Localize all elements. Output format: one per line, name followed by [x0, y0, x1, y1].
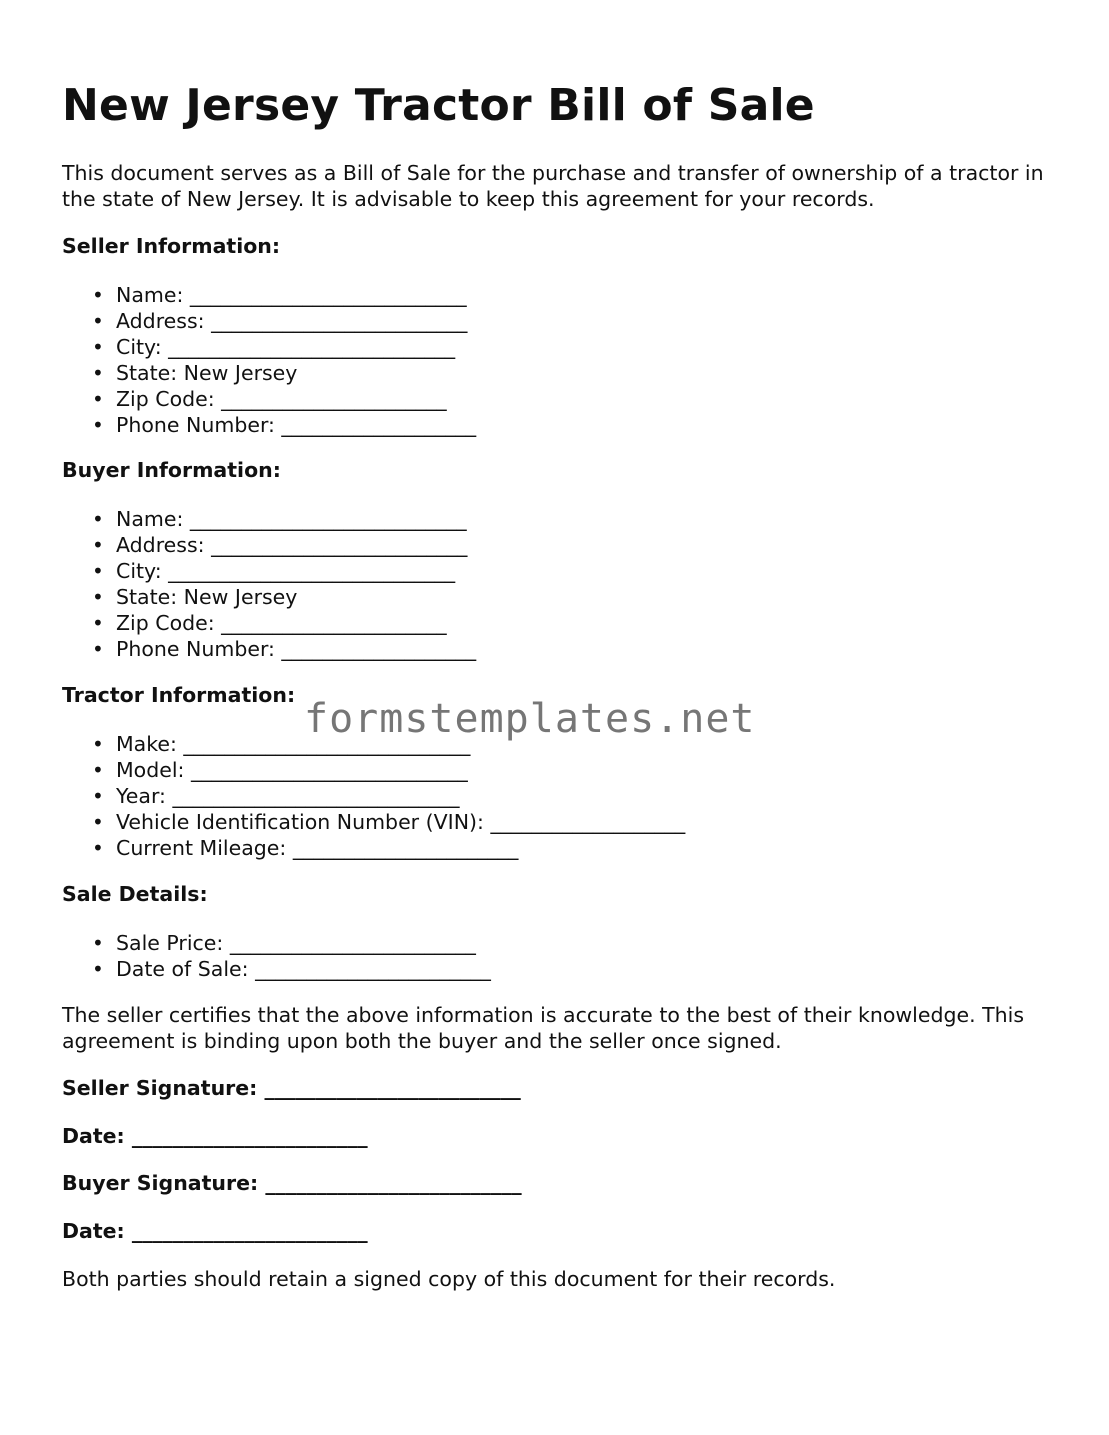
document-title: New Jersey Tractor Bill of Sale — [62, 80, 815, 131]
list-item: • Make: ____________________________ — [92, 732, 471, 756]
bullet-icon: • — [92, 784, 104, 808]
bullet-icon: • — [92, 335, 104, 359]
bullet-icon: • — [92, 559, 104, 583]
list-item: • City: ____________________________ — [92, 335, 456, 359]
bullet-icon: • — [92, 361, 104, 385]
bullet-icon: • — [92, 611, 104, 635]
bullet-icon: • — [92, 413, 104, 437]
watermark: formstemplates.net — [304, 696, 756, 742]
buyer-date-line: Date: _______________________ — [62, 1219, 368, 1243]
bullet-icon: • — [92, 507, 104, 531]
closing-paragraph: Both parties should retain a signed copy of this document for their records. — [62, 1267, 836, 1291]
list-item: • Phone Number: ___________________ — [92, 413, 477, 437]
buyer-signature-line: Buyer Signature: _________________________ — [62, 1171, 522, 1195]
list-item: • Current Mileage: ______________________ — [92, 836, 519, 860]
seller-signature-line: Seller Signature: _________________________ — [62, 1076, 521, 1100]
list-item: • Name: ___________________________ — [92, 283, 467, 307]
bullet-icon: • — [92, 533, 104, 557]
list-item: • Year: ____________________________ — [92, 784, 460, 808]
buyer-heading: Buyer Information: — [62, 458, 281, 482]
list-item: • Phone Number: ___________________ — [92, 637, 477, 661]
seller-heading: Seller Information: — [62, 234, 281, 258]
sale-details-list — [62, 930, 491, 982]
intro-paragraph: This document serves as a Bill of Sale for the purchase and transfer of ownership of a tractor in the state of New Jersey. It is advisable to keep this agreement for your records. — [62, 161, 1044, 211]
list-item: • City: ____________________________ — [92, 559, 456, 583]
tractor-info-list — [62, 731, 685, 861]
bullet-icon: • — [92, 585, 104, 609]
buyer-info-list — [62, 506, 476, 662]
bullet-icon: • — [92, 309, 104, 333]
list-item: • Address: _________________________ — [92, 309, 468, 333]
list-item: • State: New Jersey — [92, 585, 298, 609]
bullet-icon: • — [92, 957, 104, 981]
list-item: • Address: _________________________ — [92, 533, 468, 557]
sale-heading: Sale Details: — [62, 882, 208, 906]
tractor-heading: Tractor Information: — [62, 683, 296, 707]
list-item: • Name: ___________________________ — [92, 507, 467, 531]
certification-paragraph: The seller certifies that the above information is accurate to the best of their knowledge. This agreement is binding upon both the buyer and the seller once signed. — [62, 1003, 1025, 1053]
bullet-icon: • — [92, 810, 104, 834]
bullet-icon: • — [92, 637, 104, 661]
bullet-icon: • — [92, 931, 104, 955]
bullet-icon: • — [92, 836, 104, 860]
seller-info-list — [62, 282, 476, 438]
list-item: • Sale Price: ________________________ — [92, 931, 476, 955]
bullet-icon: • — [92, 283, 104, 307]
seller-date-line: Date: _______________________ — [62, 1124, 368, 1148]
bullet-icon: • — [92, 387, 104, 411]
list-item: • Date of Sale: _______________________ — [92, 957, 491, 981]
list-item: • Zip Code: ______________________ — [92, 611, 447, 635]
bullet-icon: • — [92, 758, 104, 782]
bullet-icon: • — [92, 732, 104, 756]
list-item: • Model: ___________________________ — [92, 758, 468, 782]
list-item: • Vehicle Identification Number (VIN): ___________________ — [92, 810, 686, 834]
list-item: • Zip Code: ______________________ — [92, 387, 447, 411]
list-item: • State: New Jersey — [92, 361, 298, 385]
